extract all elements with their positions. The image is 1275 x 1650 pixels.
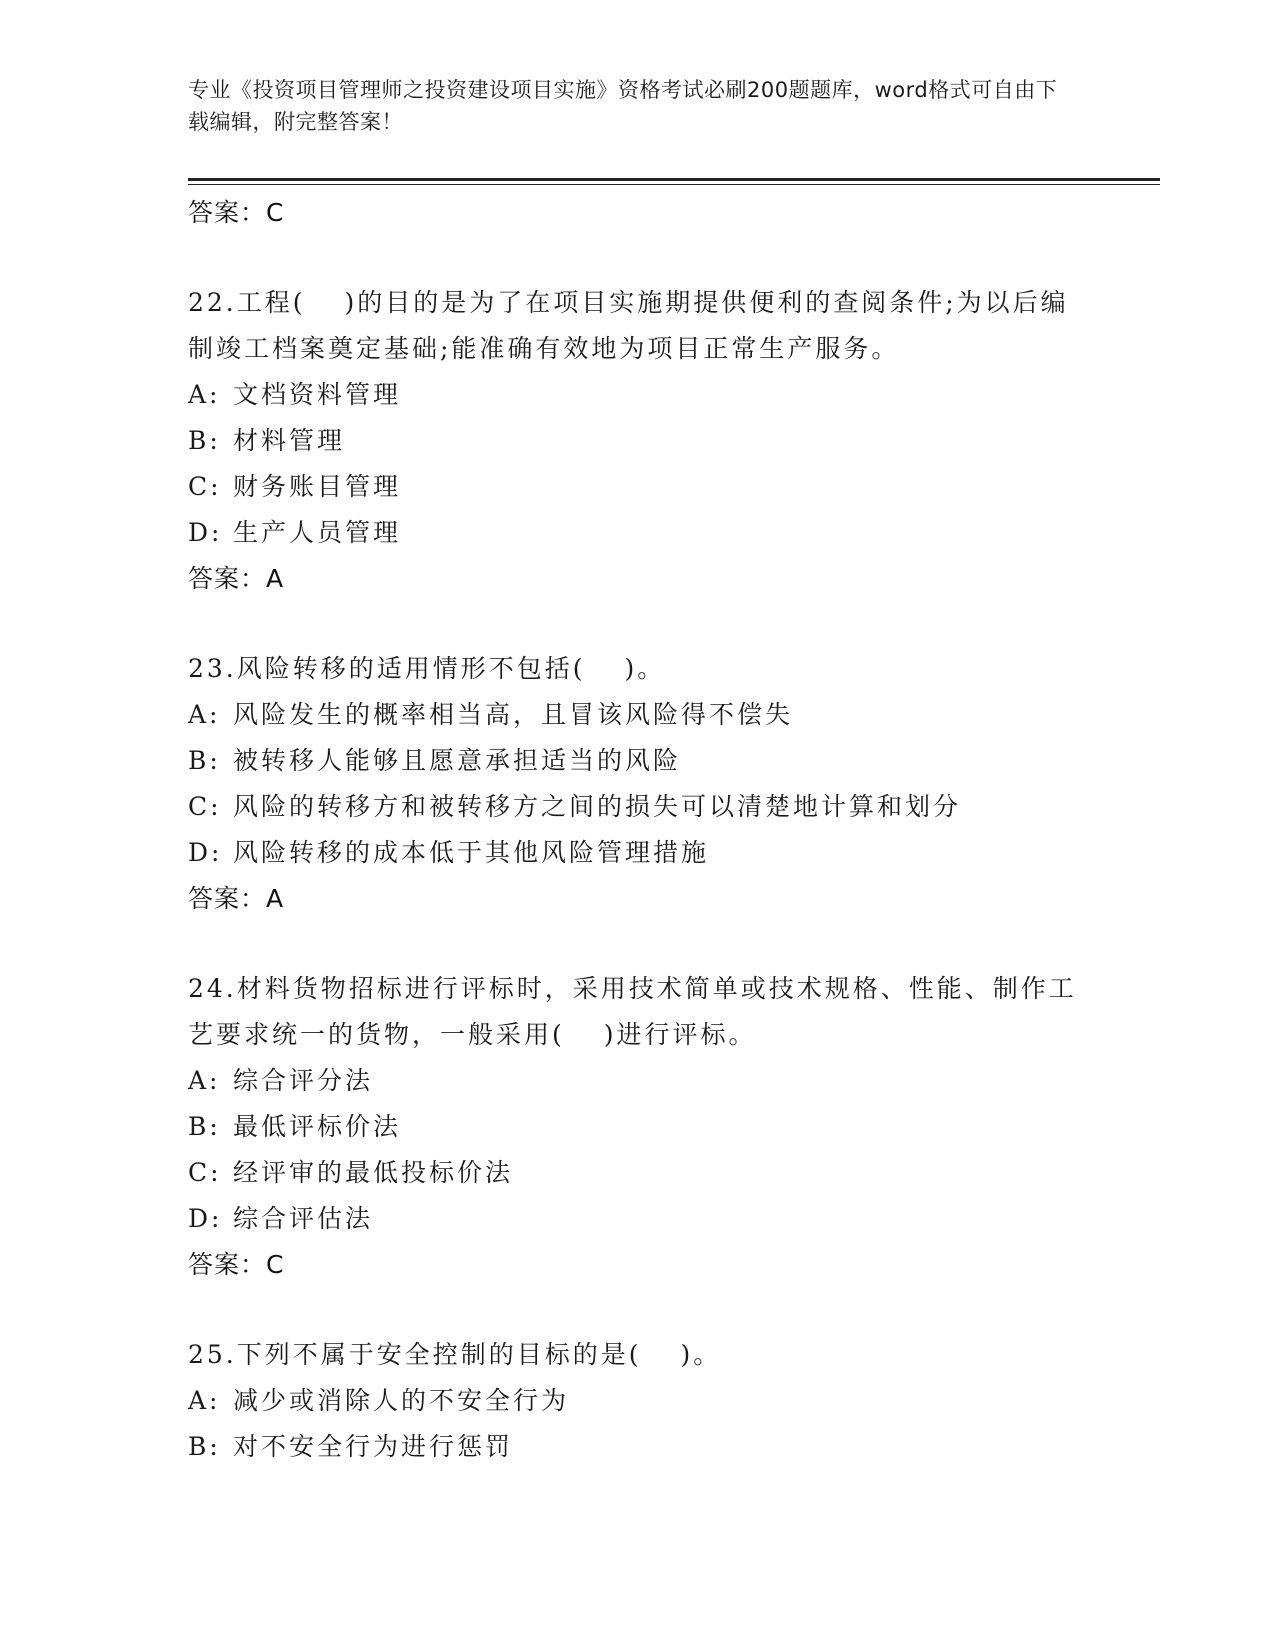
question-body: 工程( )的目的是为了在项目实施期提供便利的查阅条件;为以后编制竣工档案奠定基础;能准确有效地为项目正常生产服务。	[188, 288, 1069, 363]
option-text: 综合评估法	[233, 1204, 374, 1233]
option-text: 综合评分法	[233, 1066, 374, 1095]
option-text: 文档资料管理	[233, 380, 402, 409]
option-letter: B:	[188, 746, 221, 775]
option-b	[188, 738, 1088, 784]
question-text	[188, 280, 1088, 372]
option-text: 生产人员管理	[233, 518, 402, 547]
option-text: 对不安全行为进行惩罚	[233, 1432, 514, 1461]
answer: 答案：A	[188, 564, 285, 593]
question-number: 25.	[188, 1340, 237, 1369]
option-letter: B:	[188, 1112, 221, 1141]
option-letter: C:	[188, 1158, 222, 1187]
option-b	[188, 1424, 1088, 1470]
answer: 答案：C	[188, 1250, 285, 1279]
option-letter: C:	[188, 792, 222, 821]
option-text: 经评审的最低投标价法	[233, 1158, 514, 1187]
question-24	[188, 966, 1088, 1288]
header-divider-thin	[188, 184, 1160, 185]
option-a	[188, 372, 1088, 418]
option-c	[188, 1150, 1088, 1196]
option-a	[188, 692, 1088, 738]
option-b	[188, 1104, 1088, 1150]
option-letter: A:	[188, 1066, 221, 1095]
document-header: 专业《投资项目管理师之投资建设项目实施》资格考试必刷200题题库，word格式可自由下载编辑，附完整答案！	[188, 78, 1058, 134]
option-letter: D:	[188, 838, 223, 867]
option-letter: B:	[188, 426, 221, 455]
question-23	[188, 646, 1088, 922]
option-text: 财务账目管理	[233, 472, 402, 501]
option-c	[188, 784, 1088, 830]
question-body: 下列不属于安全控制的目标的是( )。	[236, 1340, 722, 1369]
question-22	[188, 280, 1088, 602]
option-letter: A:	[188, 1386, 221, 1415]
question-list	[188, 190, 1088, 1470]
option-text: 风险的转移方和被转移方之间的损失可以清楚地计算和划分	[233, 792, 962, 821]
option-a	[188, 1378, 1088, 1424]
option-text: 风险发生的概率相当高，且冒该风险得不偿失	[233, 700, 794, 729]
option-c	[188, 464, 1088, 510]
question-25	[188, 1332, 1088, 1470]
question-body: 材料货物招标进行评标时，采用技术简单或技术规格、性能、制作工艺要求统一的货物，一般采用( )进行评标。	[188, 974, 1077, 1049]
option-letter: C:	[188, 472, 222, 501]
option-letter: B:	[188, 1432, 221, 1461]
question-text	[188, 646, 1088, 692]
option-d	[188, 830, 1088, 876]
option-text: 减少或消除人的不安全行为	[233, 1386, 570, 1415]
option-a	[188, 1058, 1088, 1104]
option-letter: A:	[188, 700, 221, 729]
option-b	[188, 418, 1088, 464]
option-letter: A:	[188, 380, 221, 409]
question-number: 23.	[188, 654, 237, 683]
question-number: 24.	[188, 974, 237, 1003]
header-divider-thick	[188, 178, 1160, 181]
option-text: 最低评标价法	[233, 1112, 402, 1141]
option-text: 风险转移的成本低于其他风险管理措施	[233, 838, 710, 867]
option-d	[188, 1196, 1088, 1242]
question-number: 22.	[188, 288, 237, 317]
option-letter: D:	[188, 518, 223, 547]
question-text	[188, 1332, 1088, 1378]
answer: 答案：A	[188, 884, 285, 913]
option-text: 材料管理	[233, 426, 346, 455]
option-d	[188, 510, 1088, 556]
question-text	[188, 966, 1088, 1058]
question-body: 风险转移的适用情形不包括( )。	[236, 654, 666, 683]
previous-answer: 答案：C	[188, 198, 285, 227]
option-letter: D:	[188, 1204, 223, 1233]
option-text: 被转移人能够且愿意承担适当的风险	[233, 746, 682, 775]
